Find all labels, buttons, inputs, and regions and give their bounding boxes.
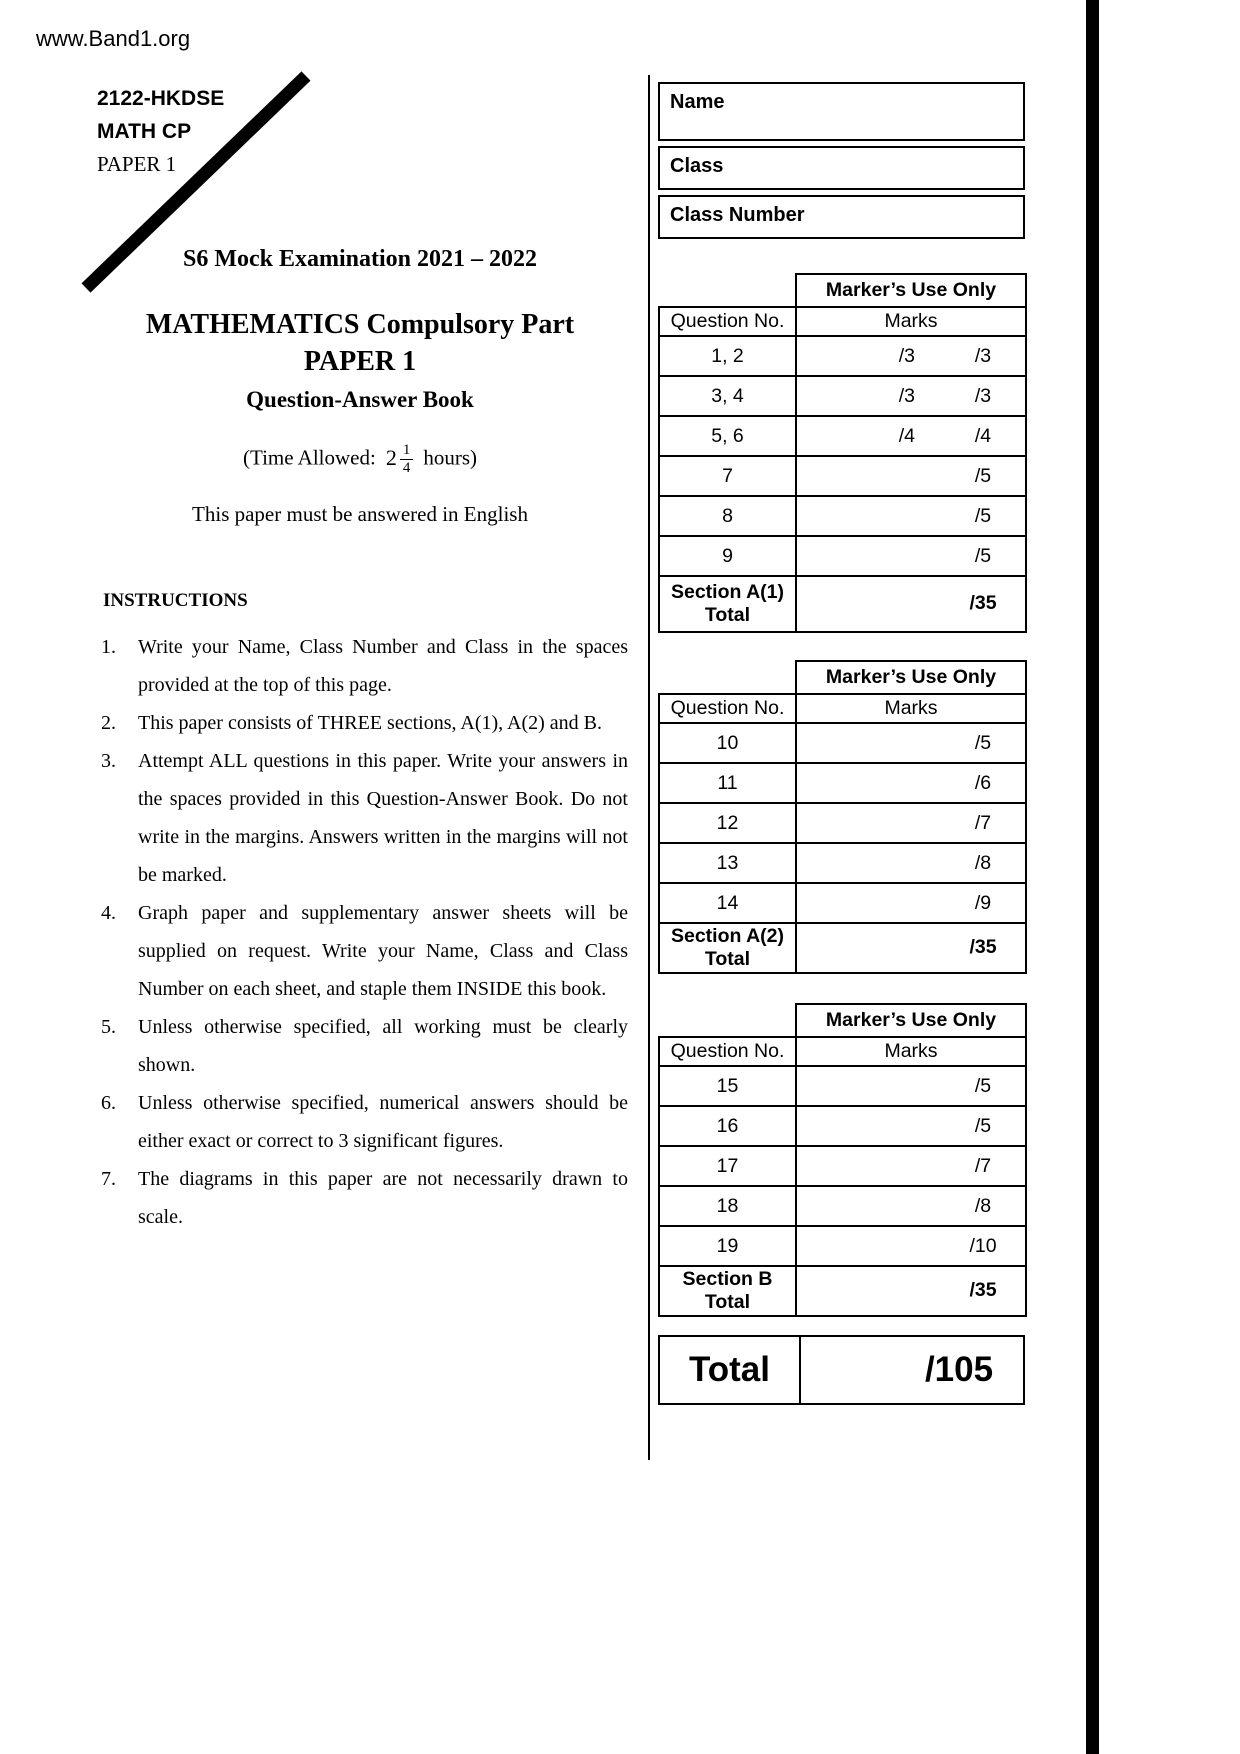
marker-table xyxy=(658,1003,1027,1317)
instruction-text: This paper consists of THREE sections, A(1), A(2) and B. xyxy=(138,712,603,734)
question-no-cell: 12 xyxy=(659,803,796,843)
section-total-value: /35 xyxy=(941,1266,1026,1316)
marks-cell-1 xyxy=(796,1226,941,1266)
marks-header: Marks xyxy=(796,1037,1026,1066)
column-header-row xyxy=(659,307,1026,336)
column-header-row xyxy=(659,1037,1026,1066)
question-no-cell: 7 xyxy=(659,456,796,496)
instruction-number: 2. xyxy=(101,712,116,734)
question-no-cell: 15 xyxy=(659,1066,796,1106)
time-allowed-suffix: hours) xyxy=(423,445,477,470)
grand-total-table xyxy=(658,1335,1025,1405)
marks-cell-1 xyxy=(796,1146,941,1186)
marker-table xyxy=(658,660,1027,974)
marks-row xyxy=(659,763,1026,803)
marks-cell-1 xyxy=(796,763,941,803)
marks-cell-1: /3 xyxy=(796,376,941,416)
fraction-numerator: 1 xyxy=(402,442,411,458)
paper-code-line: 2122-HKDSE xyxy=(97,87,225,110)
marks-cell-2: /5 xyxy=(941,1106,1026,1146)
marks-row xyxy=(659,496,1026,536)
question-no-cell: 11 xyxy=(659,763,796,803)
question-no-cell: 17 xyxy=(659,1146,796,1186)
marks-cell-2: /9 xyxy=(941,883,1026,923)
marks-cell-1: /3 xyxy=(796,336,941,376)
instruction-number: 1. xyxy=(101,636,116,658)
markers-use-only-header: Marker’s Use Only xyxy=(796,661,1026,694)
marks-row xyxy=(659,843,1026,883)
exam-title: S6 Mock Examination 2021 – 2022 xyxy=(182,246,538,272)
time-whole-number: 2 xyxy=(385,444,397,470)
section-total-value: /35 xyxy=(941,576,1026,632)
marks-cell-1 xyxy=(796,456,941,496)
marks-cell-2: /5 xyxy=(941,496,1026,536)
instruction-item xyxy=(101,628,628,704)
site-watermark: www.Band1.org xyxy=(36,26,191,51)
section-total-value: /35 xyxy=(941,923,1026,973)
marks-row xyxy=(659,456,1026,496)
fraction-denominator: 4 xyxy=(400,459,414,477)
instructions-heading: INSTRUCTIONS xyxy=(103,590,248,611)
marks-cell-1 xyxy=(796,1106,941,1146)
question-no-header: Question No. xyxy=(659,307,796,336)
instruction-text: Unless otherwise specified, all working must be clearly shown. xyxy=(138,1016,628,1076)
instruction-item xyxy=(101,742,628,894)
book-title: Question-Answer Book xyxy=(246,387,474,412)
marks-cell-1 xyxy=(796,843,941,883)
marks-cell-1 xyxy=(796,496,941,536)
marks-row xyxy=(659,883,1026,923)
marks-row xyxy=(659,1146,1026,1186)
marks-row xyxy=(659,1186,1026,1226)
marks-row xyxy=(659,1066,1026,1106)
marks-cell-2: /3 xyxy=(941,336,1026,376)
instruction-item xyxy=(101,704,628,742)
student-class-number-box xyxy=(658,195,1025,239)
marks-cell-2: /5 xyxy=(941,536,1026,576)
instruction-number: 6. xyxy=(101,1092,116,1114)
instruction-number: 4. xyxy=(101,902,116,924)
marks-cell-1 xyxy=(796,923,941,973)
question-no-cell: 3, 4 xyxy=(659,376,796,416)
section-total-row xyxy=(659,1266,1026,1316)
marks-cell-2: /8 xyxy=(941,1186,1026,1226)
blank-cell xyxy=(659,1004,796,1037)
question-no-cell: 14 xyxy=(659,883,796,923)
marker-header-row xyxy=(659,661,1026,694)
instruction-text: Attempt ALL questions in this paper. Write your answers in the spaces provided in this Question-Answer Book. Do not write in the margins. Answers written in the margins will not be marked. xyxy=(138,750,628,886)
instruction-item xyxy=(101,1160,628,1236)
marks-cell-2: /5 xyxy=(941,1066,1026,1106)
marks-cell-2: /3 xyxy=(941,376,1026,416)
marks-cell-2: /6 xyxy=(941,763,1026,803)
field-label: Name xyxy=(670,91,725,113)
marks-row xyxy=(659,1226,1026,1266)
time-allowed-prefix: (Time Allowed: xyxy=(243,445,376,470)
instructions-list xyxy=(101,628,628,1236)
question-no-cell: 1, 2 xyxy=(659,336,796,376)
marks-cell-1 xyxy=(796,1266,941,1316)
question-no-cell: 16 xyxy=(659,1106,796,1146)
marks-row xyxy=(659,723,1026,763)
marker-table xyxy=(658,273,1027,633)
marks-header: Marks xyxy=(796,694,1026,723)
paper-code-line: PAPER 1 xyxy=(97,152,177,176)
section-total-row xyxy=(659,576,1026,632)
paper-number: PAPER 1 xyxy=(303,346,417,377)
section-total-label: Section B Total xyxy=(659,1266,796,1316)
time-allowed-line xyxy=(95,442,625,478)
marks-row xyxy=(659,376,1026,416)
instruction-item xyxy=(101,1008,628,1084)
instruction-number: 7. xyxy=(101,1168,116,1190)
blank-cell xyxy=(659,274,796,307)
question-no-cell: 9 xyxy=(659,536,796,576)
grand-total-label: Total xyxy=(659,1336,800,1404)
instruction-text: The diagrams in this paper are not necessarily drawn to scale. xyxy=(138,1168,628,1228)
student-name-box xyxy=(658,82,1025,141)
marks-cell-1: /4 xyxy=(796,416,941,456)
column-divider-line xyxy=(648,75,650,1460)
marks-cell-2: /7 xyxy=(941,1146,1026,1186)
question-no-cell: 18 xyxy=(659,1186,796,1226)
grand-total-value: /105 xyxy=(800,1336,1024,1404)
instruction-number: 5. xyxy=(101,1016,116,1038)
page-edge-bar xyxy=(1086,0,1099,1754)
marks-row xyxy=(659,536,1026,576)
question-no-cell: 5, 6 xyxy=(659,416,796,456)
question-no-cell: 19 xyxy=(659,1226,796,1266)
marks-cell-2: /5 xyxy=(941,723,1026,763)
question-no-cell: 8 xyxy=(659,496,796,536)
question-no-cell: 10 xyxy=(659,723,796,763)
marks-cell-1 xyxy=(796,723,941,763)
marks-cell-2: /5 xyxy=(941,456,1026,496)
instruction-text: Write your Name, Class Number and Class in the spaces provided at the top of this page. xyxy=(138,636,628,696)
marks-cell-1 xyxy=(796,803,941,843)
instruction-text: Graph paper and supplementary answer sheets will be supplied on request. Write your Name, Class and Class Number on each sheet, and staple them INSIDE this book. xyxy=(138,902,628,1000)
grand-total-row xyxy=(659,1336,1024,1404)
field-label: Class xyxy=(670,155,724,177)
marks-cell-2: /4 xyxy=(941,416,1026,456)
instruction-item xyxy=(101,1084,628,1160)
marker-header-row xyxy=(659,274,1026,307)
section-total-label: Section A(1) Total xyxy=(659,576,796,632)
marks-cell-1 xyxy=(796,883,941,923)
marks-cell-2: /7 xyxy=(941,803,1026,843)
subject-title: MATHEMATICS Compulsory Part xyxy=(145,309,575,340)
question-no-header: Question No. xyxy=(659,694,796,723)
markers-use-only-header: Marker’s Use Only xyxy=(796,274,1026,307)
blank-cell xyxy=(659,661,796,694)
paper-code-block xyxy=(97,82,224,181)
marks-row xyxy=(659,803,1026,843)
student-class-box xyxy=(658,146,1025,190)
markers-use-only-header: Marker’s Use Only xyxy=(796,1004,1026,1037)
question-no-header: Question No. xyxy=(659,1037,796,1066)
instruction-item xyxy=(101,894,628,1008)
marks-cell-2: /10 xyxy=(941,1226,1026,1266)
student-info-boxes xyxy=(658,82,1025,244)
marks-row xyxy=(659,416,1026,456)
instruction-number: 3. xyxy=(101,750,116,772)
marks-row xyxy=(659,336,1026,376)
column-header-row xyxy=(659,694,1026,723)
section-total-label: Section A(2) Total xyxy=(659,923,796,973)
marks-header: Marks xyxy=(796,307,1026,336)
paper-code-line: MATH CP xyxy=(97,120,192,143)
field-label: Class Number xyxy=(670,204,805,226)
marks-cell-2: /8 xyxy=(941,843,1026,883)
marks-cell-1 xyxy=(796,576,941,632)
paper-title-block xyxy=(95,306,625,413)
section-total-row xyxy=(659,923,1026,973)
marks-cell-1 xyxy=(796,1066,941,1106)
time-fraction xyxy=(400,442,414,478)
question-no-cell: 13 xyxy=(659,843,796,883)
marks-cell-1 xyxy=(796,1186,941,1226)
language-note: This paper must be answered in English xyxy=(192,502,528,526)
marker-header-row xyxy=(659,1004,1026,1037)
instruction-text: Unless otherwise specified, numerical answers should be either exact or correct to 3 significant figures. xyxy=(138,1092,628,1152)
marks-cell-1 xyxy=(796,536,941,576)
marks-row xyxy=(659,1106,1026,1146)
